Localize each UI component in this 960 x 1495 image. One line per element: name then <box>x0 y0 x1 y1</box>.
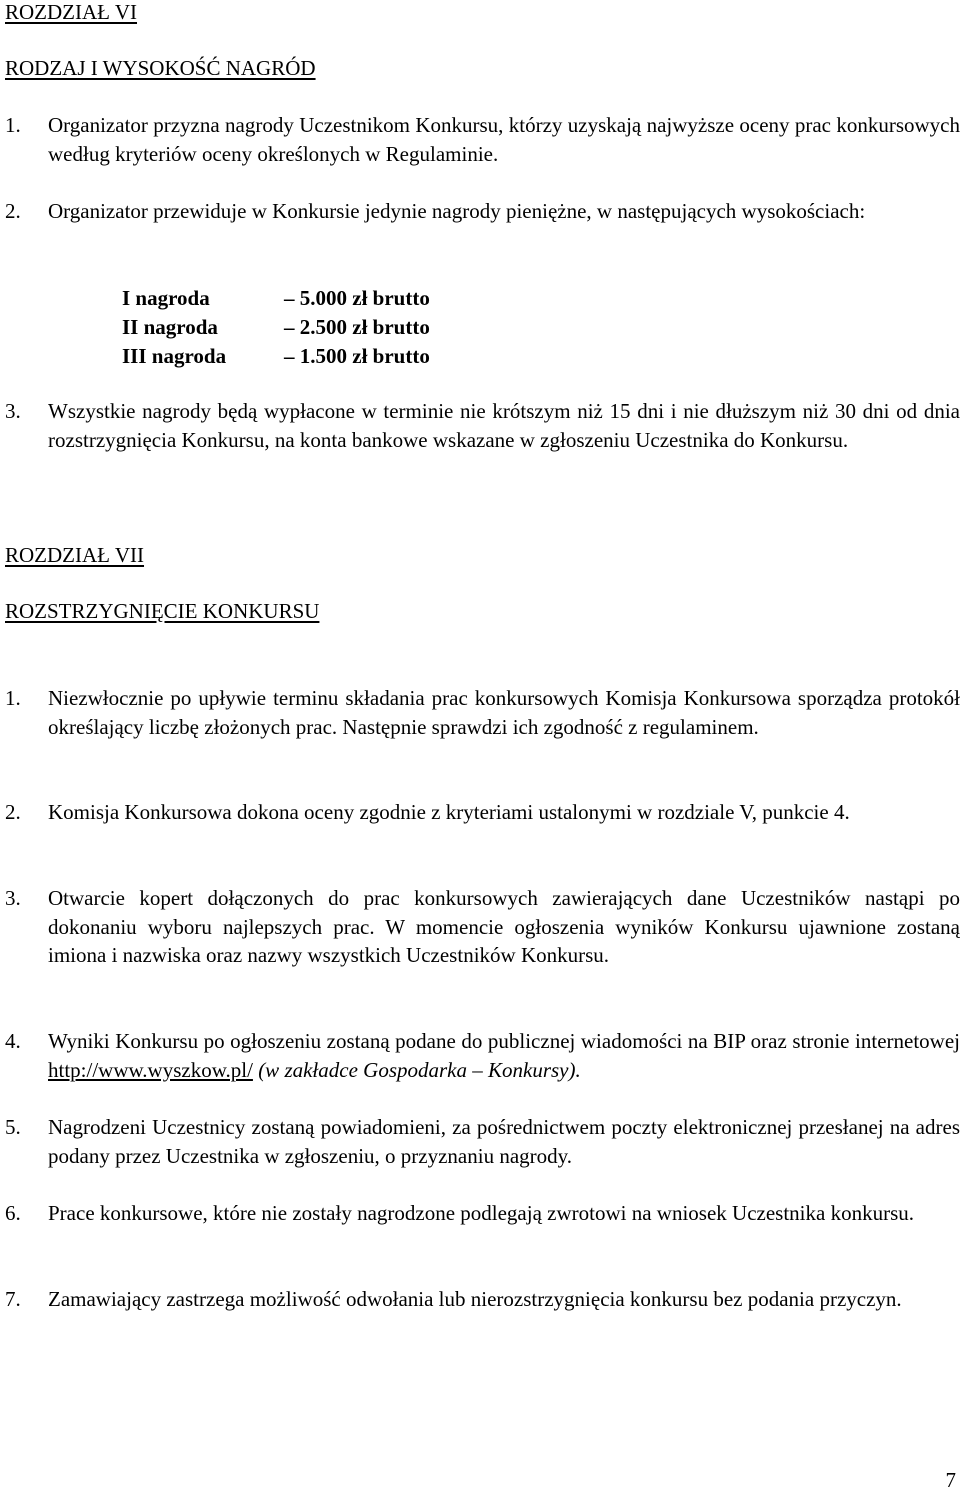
chapter-7-item-1 <box>5 684 960 741</box>
chapter-6-title: ROZDZIAŁ VI <box>5 0 138 24</box>
item-text: Zamawiający zastrzega możliwość odwołania lub nierozstrzygnięcia konkursu bez podania przyczyn. <box>48 1287 902 1311</box>
chapter-7-item-5 <box>5 1113 960 1170</box>
chapter-7-item-2 <box>5 798 960 827</box>
chapter-6-subtitle: RODZAJ I WYSOKOŚĆ NAGRÓD <box>5 56 316 80</box>
item-text: Komisja Konkursowa dokona oceny zgodnie z kryteriami ustalonymi w rozdziale V, punkcie 4. <box>48 800 850 824</box>
item-number: 4. <box>5 1029 21 1053</box>
item-number: 5. <box>5 1115 21 1139</box>
prize-amount: – 5.000 zł brutto <box>284 286 430 310</box>
item-number: 2. <box>5 199 21 223</box>
item-number: 1. <box>5 113 21 137</box>
prize-amount: – 1.500 zł brutto <box>284 344 430 368</box>
page-number: 7 <box>945 1468 956 1492</box>
item-number: 3. <box>5 399 21 423</box>
item-number: 3. <box>5 886 21 910</box>
chapter-7-item-7 <box>5 1285 960 1314</box>
chapter-6-item-3 <box>5 397 960 454</box>
prize-name: I nagroda <box>122 286 210 310</box>
chapter-7-item-3 <box>5 884 960 970</box>
item-text: Nagrodzeni Uczestnicy zostaną powiadomieni, za pośrednictwem poczty elektronicznej przesłanej na adres podany przez Uczestnika w zgłoszeniu, o przyznaniu nagrody. <box>48 1115 960 1168</box>
item-text: Wszystkie nagrody będą wypłacone w terminie nie krótszym niż 15 dni i nie dłuższym niż 30 dni od dnia rozstrzygnięcia Konkursu, na konta bankowe wskazane w zgłoszeniu Uczestnika do Konkursu. <box>48 399 960 452</box>
chapter-7-item-6 <box>5 1199 960 1228</box>
item-text: Otwarcie kopert dołączonych do prac konkursowych zawierających dane Uczestników nastąpi po dokonaniu wyboru najlepszych prac. W momencie ogłoszenia wyników Konkursu ujawnione zostaną imiona i nazwiska oraz nazwy wszystkich Uczestników Konkursu. <box>48 886 960 967</box>
item-text: Prace konkursowe, które nie zostały nagrodzone podlegają zwrotowi na wniosek Uczestnika konkursu. <box>48 1201 914 1225</box>
item-text-before: Wyniki Konkursu po ogłoszeniu zostaną podane do publicznej wiadomości na BIP oraz stronie internetowej <box>48 1029 960 1053</box>
prize-name: II nagroda <box>122 315 218 339</box>
item-text <box>48 1027 960 1084</box>
chapter-6-item-2 <box>5 197 960 226</box>
prize-amount: – 2.500 zł brutto <box>284 315 430 339</box>
item-text: Organizator przewiduje w Konkursie jedynie nagrody pieniężne, w następujących wysokościach: <box>48 199 866 223</box>
chapter-7-item-4 <box>5 1027 960 1084</box>
chapter-7-subtitle: ROZSTRZYGNIĘCIE KONKURSU <box>5 599 320 623</box>
item-number: 2. <box>5 800 21 824</box>
chapter-6-item-1 <box>5 111 960 168</box>
chapter-7-title: ROZDZIAŁ VII <box>5 543 145 567</box>
item-text: Niezwłocznie po upływie terminu składania prac konkursowych Komisja Konkursowa sporządza protokół określający liczbę złożonych prac. Następnie sprawdzi ich zgodność z regulaminem. <box>48 686 960 739</box>
item-number: 7. <box>5 1287 21 1311</box>
item-text-after: (w zakładce Gospodarka – Konkursy). <box>258 1057 581 1082</box>
item-number: 1. <box>5 686 21 710</box>
prize-name: III nagroda <box>122 344 227 368</box>
item-text: Organizator przyzna nagrody Uczestnikom Konkursu, którzy uzyskają najwyższe oceny prac konkursowych według kryteriów oceny określonych w Regulaminie. <box>48 113 960 166</box>
item-number: 6. <box>5 1201 21 1225</box>
website-link[interactable]: http://www.wyszkow.pl/ <box>48 1057 253 1082</box>
